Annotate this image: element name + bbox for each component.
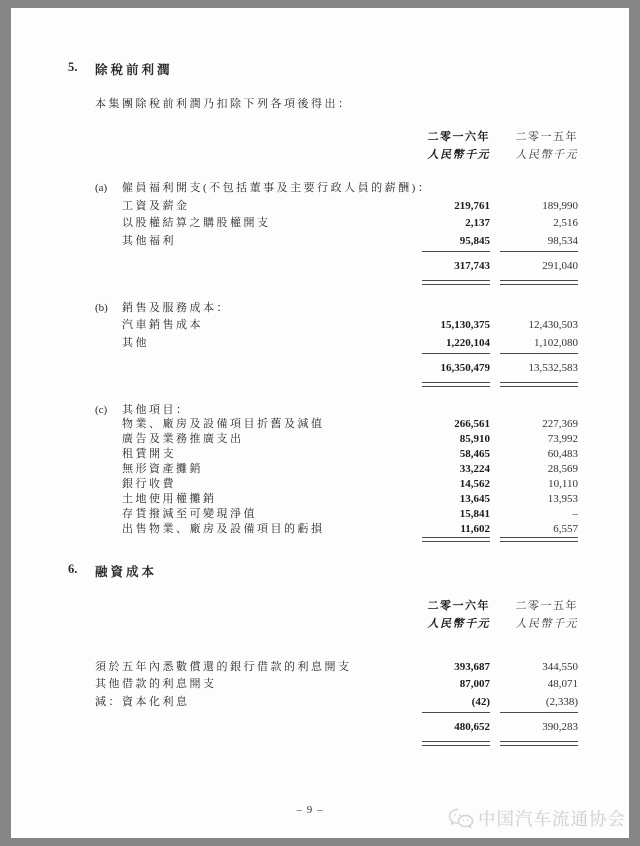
value-2016: 15,841 (459, 507, 490, 520)
row-label: 減：資本化利息 (95, 695, 190, 708)
watermark-text: 中国汽车流通协会 (478, 809, 626, 829)
section5-intro: 本集團除稅前利潤乃扣除下列各項後得出： (95, 98, 352, 110)
value-2015: 13,953 (547, 492, 578, 505)
row-label: 銀行收費 (122, 477, 176, 490)
year-2015-header: 二零一五年 (515, 599, 578, 612)
row-label: 須於五年內悉數償還的銀行借款的利息開支 (95, 660, 352, 673)
value-2015: 12,430,503 (528, 319, 578, 331)
document-page (11, 8, 629, 838)
section5-heading (68, 60, 578, 78)
section5-title: 除稅前利潤 (95, 63, 173, 77)
value-2016: 95,845 (459, 234, 490, 247)
block-c-marker: (c) (95, 403, 108, 416)
value-2016: 266,561 (454, 418, 490, 431)
value-2016: 14,562 (459, 477, 490, 490)
value-2015: 189,990 (542, 199, 578, 212)
row-label: 廣告及業務推廣支出 (122, 433, 244, 446)
section6-title: 融資成本 (95, 564, 158, 579)
value-2016: 11,602 (460, 522, 490, 535)
value-2015: 48,071 (547, 678, 578, 691)
row-label: 其他借款的利息開支 (95, 678, 217, 691)
row-label: 汽車銷售成本 (122, 319, 203, 331)
row-label: 其他 (122, 336, 149, 349)
row-label: 其他福利 (122, 234, 176, 247)
table-row (68, 214, 578, 232)
unit-2016-header: 人民幣千元 (427, 149, 490, 161)
table-row (68, 675, 578, 693)
total-2015: 13,532,583 (528, 362, 578, 374)
section6-table (68, 658, 578, 746)
value-2015: – (572, 507, 578, 520)
unit-header-row (68, 615, 578, 633)
section5-number: 5. (68, 60, 78, 74)
wechat-icon (448, 808, 474, 830)
value-2015: 227,369 (542, 418, 578, 431)
value-2016: 2,137 (465, 217, 490, 229)
value-2016: 219,761 (454, 199, 490, 212)
total-2016: 16,350,479 (440, 362, 490, 374)
value-2015: 10,110 (548, 477, 578, 490)
table-row (68, 232, 578, 250)
total-row (68, 721, 578, 739)
value-2015: 98,534 (547, 234, 578, 247)
table-row (68, 490, 578, 505)
unit-header-row (68, 146, 578, 164)
value-2016: 85,910 (459, 433, 490, 446)
table-row (68, 475, 578, 490)
total-row (68, 260, 578, 278)
row-label: 無形資產攤銷 (122, 463, 203, 476)
table-row (68, 693, 578, 711)
table-row (68, 415, 578, 430)
value-2015: 6,557 (553, 522, 578, 535)
row-label: 出售物業、廠房及設備項目的虧損 (122, 522, 325, 535)
block-b-marker: (b) (95, 301, 108, 314)
table-row (68, 334, 578, 352)
year-2015-header: 二零一五年 (515, 131, 578, 143)
total-2016: 317,743 (454, 260, 490, 272)
row-label: 工資及薪金 (122, 199, 190, 212)
section6-heading (68, 562, 578, 580)
block-a (68, 179, 578, 285)
table-row (68, 445, 578, 460)
value-2015: 2,516 (553, 217, 578, 229)
row-label: 租賃開支 (122, 448, 176, 461)
table-row (68, 430, 578, 445)
value-2016: 33,224 (459, 463, 490, 476)
unit-2015-header: 人民幣千元 (515, 617, 578, 630)
column-headers (68, 128, 578, 164)
total-2016: 480,652 (454, 721, 490, 734)
year-2016-header: 二零一六年 (427, 599, 490, 612)
value-2016: 15,130,375 (440, 319, 490, 331)
unit-2015-header: 人民幣千元 (515, 149, 578, 161)
row-label: 以股權結算之購股權開支 (122, 217, 271, 229)
page-number: – 9 – (296, 804, 324, 816)
year-2016-header: 二零一六年 (427, 131, 490, 143)
value-2015: 73,992 (547, 433, 578, 446)
row-label: 存貨撥減至可變現淨值 (122, 507, 257, 520)
total-2015: 291,040 (542, 260, 578, 272)
value-2016: 87,007 (459, 678, 490, 691)
value-2016: 13,645 (459, 492, 490, 505)
total-row (68, 362, 578, 380)
block-b-heading-row (68, 299, 578, 317)
table-row (68, 316, 578, 334)
block-c-heading-row (68, 401, 578, 416)
value-2015: 344,550 (542, 660, 578, 673)
row-label: 物業、廠房及設備項目折舊及減值 (122, 418, 325, 431)
page-content (11, 8, 629, 746)
unit-2016-header: 人民幣千元 (427, 617, 490, 630)
value-2015: (2,338) (545, 695, 578, 708)
block-b-heading: 銷售及服務成本： (122, 301, 230, 314)
column-headers-2 (68, 597, 578, 633)
value-2015: 1,102,080 (534, 336, 578, 349)
section6-number: 6. (68, 561, 78, 576)
value-2016: 1,220,104 (446, 336, 490, 349)
block-a-marker: (a) (95, 182, 108, 194)
total-2015: 390,283 (542, 721, 578, 734)
table-row (68, 460, 578, 475)
table-row (68, 658, 578, 676)
block-a-heading: 僱員福利開支(不包括董事及主要行政人員的薪酬)： (122, 182, 432, 194)
block-c-heading: 其他項目： (122, 403, 190, 416)
value-2016: 58,465 (459, 448, 490, 461)
table-row (68, 197, 578, 215)
year-header-row (68, 128, 578, 146)
value-2015: 60,483 (547, 448, 578, 461)
row-label: 土地使用權攤銷 (122, 492, 217, 505)
year-header-row (68, 597, 578, 615)
value-2016: (42) (471, 695, 490, 708)
total-double-rule (68, 741, 578, 746)
block-a-heading-row (68, 179, 578, 197)
value-2015: 28,569 (547, 463, 578, 476)
table-row (68, 505, 578, 520)
value-2016: 393,687 (454, 660, 490, 673)
table-row (68, 520, 578, 535)
block-b (68, 299, 578, 387)
watermark (448, 806, 626, 831)
block-c (68, 401, 578, 542)
